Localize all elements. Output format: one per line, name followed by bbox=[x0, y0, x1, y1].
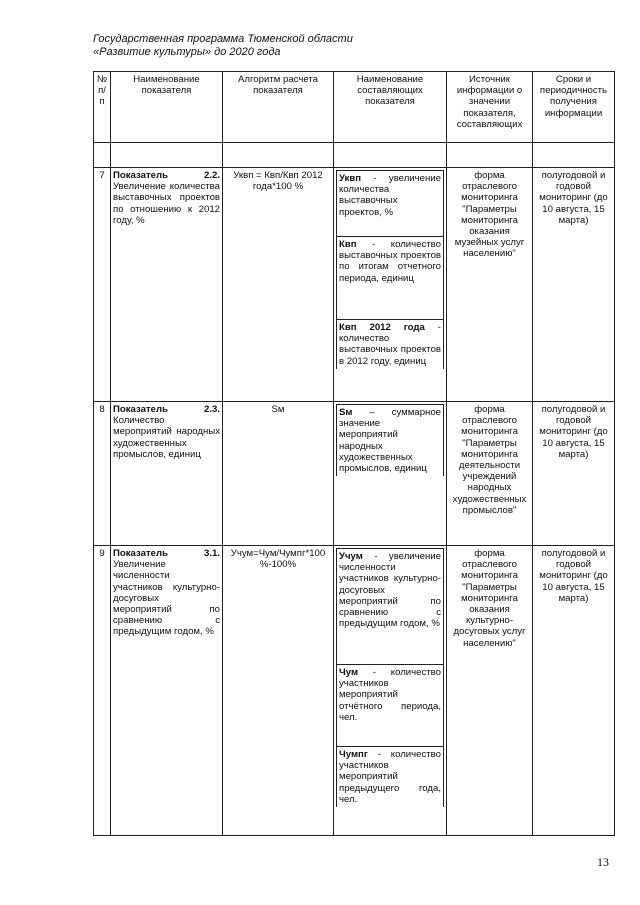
component-item bbox=[337, 237, 444, 320]
source-cell: форма отраслевого мониторинга "Параметры мониторинга оказания музейных услуг населению" bbox=[447, 168, 533, 402]
terms-cell: полугодовой и годовой мониторинг (до 10 августа, 15 марта) bbox=[533, 168, 615, 402]
algorithm-cell: Sм bbox=[223, 402, 334, 546]
component-text: – суммарное значение мероприятий народных художественных промыслов, единиц bbox=[339, 407, 441, 475]
table-row bbox=[94, 402, 615, 546]
component-item bbox=[337, 747, 444, 808]
indicator-description: Количество мероприятий народных художественных промыслов, единиц bbox=[113, 415, 220, 460]
row-number: 9 bbox=[94, 546, 111, 836]
page-number: 13 bbox=[597, 855, 609, 869]
component-item bbox=[337, 171, 444, 237]
indicator-description: Увеличение численности участников культурно-досуговых мероприятий по сравнению с предыдущим годом, % bbox=[113, 559, 220, 638]
table-spacer-row bbox=[94, 143, 615, 168]
header-line-2: «Развитие культуры» до 2020 года bbox=[93, 46, 281, 58]
col-header-name: Наименование показателя bbox=[111, 72, 223, 143]
component-term: Уквп bbox=[339, 173, 362, 184]
component-text: - увеличение численности участников культурно-досуговых мероприятий по сравнению с предыдущим годом, % bbox=[339, 551, 441, 630]
component-item bbox=[337, 320, 444, 369]
component-item bbox=[337, 405, 444, 477]
indicator-title: Показатель bbox=[113, 170, 169, 181]
indicator-code: 3.1. bbox=[203, 548, 220, 559]
indicator-description: Увеличение количества выставочных проектов по отношению к 2012 году, % bbox=[113, 181, 220, 226]
algorithm-cell: Учум=Чум/Чумпг*100 %-100% bbox=[223, 546, 334, 836]
component-term: Чумпг bbox=[339, 749, 368, 760]
component-term: Sм bbox=[339, 407, 353, 418]
component-text: - увеличение количества выставочных проектов, % bbox=[339, 173, 441, 218]
indicator-name bbox=[111, 546, 223, 836]
indicator-title: Показатель bbox=[113, 548, 169, 559]
component-text: - количество выставочных проектов по итогам отчетного периода, единиц bbox=[339, 239, 441, 284]
indicator-title: Показатель bbox=[113, 404, 169, 415]
components-cell bbox=[334, 402, 447, 546]
components-cell bbox=[334, 546, 447, 836]
row-number: 8 bbox=[94, 402, 111, 546]
component-text: - количество выставочных проектов в 2012 году, единиц bbox=[339, 322, 441, 367]
header-line-1: Государственная программа Тюменской области bbox=[93, 33, 353, 45]
component-text: - количество участников мероприятий предыдущего года, чел. bbox=[339, 749, 441, 805]
col-header-terms: Сроки и периодичность получения информации bbox=[533, 72, 615, 143]
terms-cell: полугодовой и годовой мониторинг (до 10 августа, 15 марта) bbox=[533, 546, 615, 836]
component-term: Квп bbox=[339, 239, 357, 250]
indicator-code: 2.3. bbox=[203, 404, 220, 415]
component-term: Учум bbox=[339, 551, 363, 562]
table-row bbox=[94, 546, 615, 836]
component-item bbox=[337, 665, 444, 747]
component-item bbox=[337, 549, 444, 665]
indicator-code: 2.2. bbox=[203, 170, 220, 181]
component-term: Чум bbox=[339, 667, 359, 678]
col-header-components: Наименование составляющих показателя bbox=[334, 72, 447, 143]
row-number: 7 bbox=[94, 168, 111, 402]
component-text: - количество участников мероприятий отчётного периода, чел. bbox=[339, 667, 441, 723]
component-term: Квп 2012 года bbox=[339, 322, 425, 333]
table-row bbox=[94, 168, 615, 402]
document-header bbox=[93, 33, 353, 59]
col-header-source: Источник информации о значении показателя, составляющих bbox=[447, 72, 533, 143]
terms-cell: полугодовой и годовой мониторинг (до 10 августа, 15 марта) bbox=[533, 402, 615, 546]
indicator-name bbox=[111, 168, 223, 402]
col-header-algorithm: Алгоритм расчета показателя bbox=[223, 72, 334, 143]
algorithm-cell: Уквп = Квп/Квп 2012 года*100 % bbox=[223, 168, 334, 402]
source-cell: форма отраслевого мониторинга "Параметры мониторинга оказания культурно-досуговых услуг населению" bbox=[447, 546, 533, 836]
indicator-table bbox=[93, 71, 615, 836]
col-header-num: № п/п bbox=[94, 72, 111, 143]
table-header-row bbox=[94, 72, 615, 143]
components-cell bbox=[334, 168, 447, 402]
indicator-name bbox=[111, 402, 223, 546]
source-cell: форма отраслевого мониторинга "Параметры мониторинга деятельности учреждений народных художественных промыслов" bbox=[447, 402, 533, 546]
